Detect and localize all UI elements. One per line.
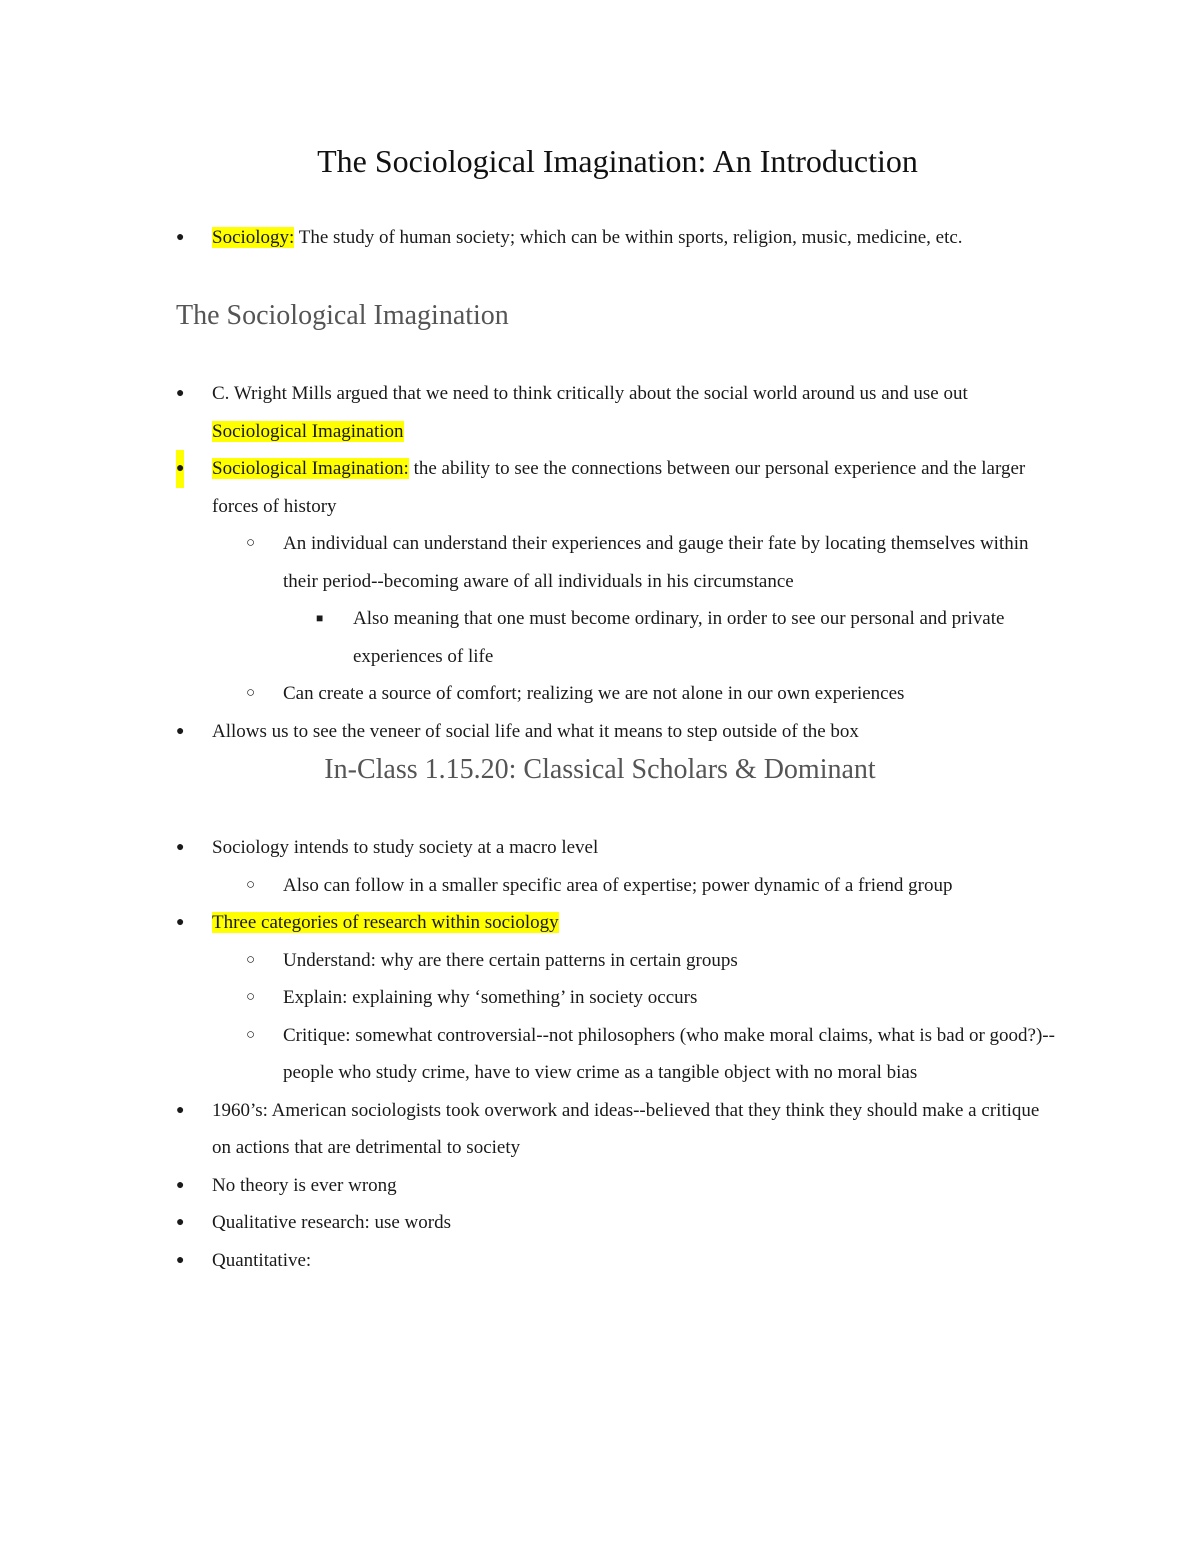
bullet-disc-icon: ● <box>176 840 185 855</box>
list-item <box>0 1242 1200 1280</box>
bullet-disc-icon: ● <box>176 386 185 401</box>
bullet-circle-icon: ○ <box>246 989 256 1005</box>
list-item-text: Qualitative research: use words <box>212 1212 451 1233</box>
bullet-disc-icon: ● <box>176 1177 185 1193</box>
list-item <box>0 713 1200 751</box>
list-item <box>0 942 1200 980</box>
list-item-text: Understand: why are there certain patterns in certain groups <box>283 949 738 971</box>
list-item <box>0 1204 1200 1242</box>
bullet-square-icon: ■ <box>316 611 324 625</box>
definition-text: The study of human society; which can be within sports, religion, music, medicine, etc. <box>294 227 963 248</box>
section-heading-in-class: In-Class 1.15.20: Classical Scholars & Dominant <box>324 754 876 785</box>
list-item-text: Also can follow in a smaller specific area of expertise; power dynamic of a friend group <box>283 874 953 896</box>
bullet-circle-icon: ○ <box>246 1026 256 1043</box>
bullet-circle-icon: ○ <box>246 685 256 701</box>
list-item <box>0 675 1200 713</box>
list-item-text: Allows us to see the veneer of social life and what it means to step outside of the box <box>212 720 859 742</box>
list-item-text: Also meaning that one must become ordinary, in order to see our personal and private experiences of life <box>353 608 1005 667</box>
list-item <box>0 1092 1200 1167</box>
list-item <box>0 979 1200 1017</box>
list-item-text: 1960’s: American sociologists took overwork and ideas--believed that they think they should make a critique on actions that are detrimental to society <box>212 1099 1040 1158</box>
list-item-text: No theory is ever wrong <box>212 1174 397 1196</box>
bullet-disc-icon: ● <box>176 1102 185 1118</box>
list-item-text: C. Wright Mills argued that we need to think critically about the social world around us and use out <box>212 383 968 404</box>
in-class-list <box>0 829 1200 1279</box>
list-item-text: Can create a source of comfort; realizing we are not alone in our own experiences <box>283 683 905 704</box>
list-item-text: Critique: somewhat controversial--not philosophers (who make moral claims, what is bad or good?)--people who study crime, have to view crime as a tangible object with no moral bias <box>283 1024 1055 1083</box>
bullet-disc-icon: ● <box>176 1252 185 1268</box>
highlighted-term: Sociology: <box>212 227 295 248</box>
highlighted-term: Sociological Imagination <box>212 420 404 442</box>
bullet-disc-icon: ● <box>176 1215 185 1230</box>
bullet-disc-icon: ● <box>176 723 185 739</box>
highlighted-term: Sociological Imagination: <box>212 458 409 479</box>
highlighted-term: Three categories of research within sociology <box>212 912 559 933</box>
list-item <box>0 904 1200 942</box>
list-item <box>0 525 1200 600</box>
list-item <box>0 1017 1200 1092</box>
bullet-disc-icon: ● <box>176 915 185 930</box>
list-item <box>0 829 1200 867</box>
list-item-text: Explain: explaining why ‘something’ in society occurs <box>283 987 698 1008</box>
list-item-text: Sociology intends to study society at a macro level <box>212 837 599 858</box>
document-title: The Sociological Imagination: An Introduction <box>317 143 918 179</box>
list-item <box>0 450 1200 525</box>
bullet-circle-icon: ○ <box>246 951 256 968</box>
bullet-disc-icon: ● <box>176 450 184 488</box>
list-item <box>0 375 1200 450</box>
section-heading-sociological-imagination: The Sociological Imagination <box>176 300 509 331</box>
list-item <box>0 867 1200 905</box>
list-item-text: An individual can understand their experiences and gauge their fate by locating themselves within their period--becoming aware of all individuals in his circumstance <box>283 533 1029 592</box>
bullet-disc-icon: ● <box>176 230 185 245</box>
list-item-text: Quantitative: <box>212 1249 312 1271</box>
list-item <box>0 219 1200 257</box>
bullet-circle-icon: ○ <box>246 876 256 893</box>
list-item <box>0 1167 1200 1205</box>
definition-text: the ability to see the connections between our personal experience and the larger forces of history <box>212 458 1026 517</box>
list-item <box>0 600 1200 675</box>
sociological-imagination-list <box>0 375 1200 750</box>
intro-list <box>0 219 1200 257</box>
bullet-circle-icon: ○ <box>246 535 256 551</box>
